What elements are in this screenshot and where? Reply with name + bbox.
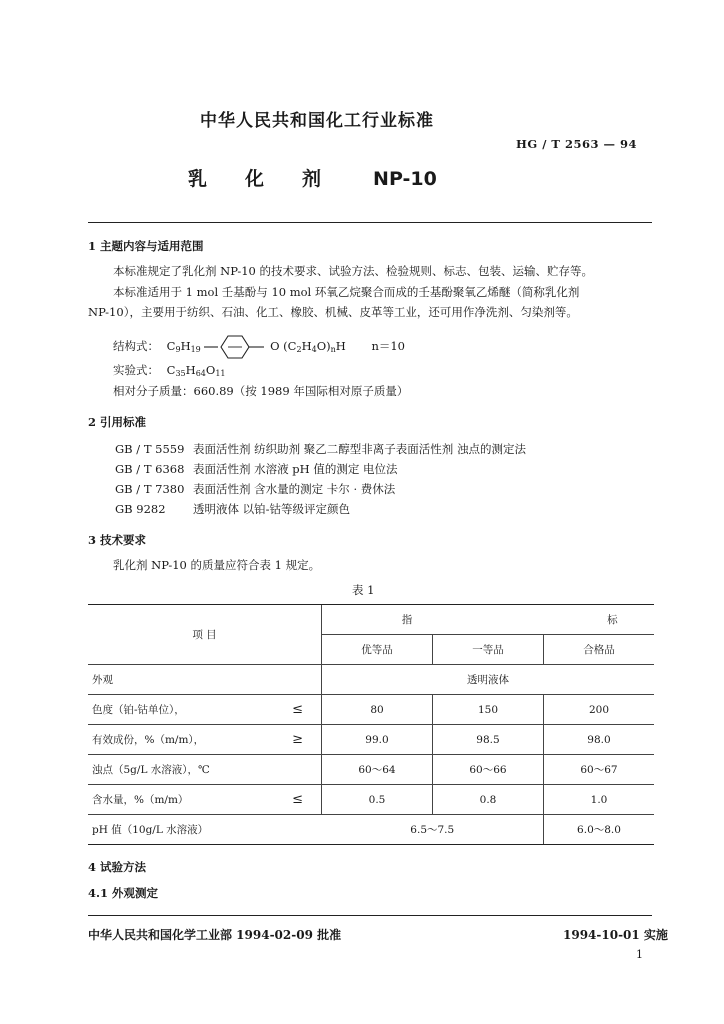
item-header: 项 目 bbox=[88, 605, 322, 665]
section3-para: 乳化剂 NP-10 的质量应符合表 1 规定。 bbox=[113, 558, 321, 572]
table-row: 有效成份，%（m/m）， ≥ 99.0 98.5 98.0 bbox=[88, 725, 654, 755]
molecular-mass: 相对分子质量：660.89（按 1989 年国际相对原子质量） bbox=[113, 384, 409, 398]
formula-label: 实验式： bbox=[113, 363, 159, 377]
document-title bbox=[188, 164, 437, 191]
ref-item: GB / T 5559 表面活性剂 纺织助剂 聚乙二醇型非离子表面活性剂 浊点的测定法 bbox=[115, 442, 526, 456]
spec-table bbox=[88, 604, 654, 845]
structure-label: 结构式： bbox=[113, 339, 159, 353]
title-char-3: 剂 bbox=[302, 168, 322, 190]
section1-heading: 1 主题内容与适用范围 bbox=[88, 239, 204, 253]
ref-item: GB / T 7380 表面活性剂 含水量的测定 卡尔 · 费休法 bbox=[115, 482, 396, 496]
table-row: pH 值（10g/L 水溶液） 6.5～7.5 6.0～8.0 bbox=[88, 815, 654, 845]
table-caption: 表 1 bbox=[352, 583, 375, 597]
ref-item: GB / T 6368 表面活性剂 水溶液 pH 值的测定 电位法 bbox=[115, 462, 398, 476]
table-row: 浊点（5g/L 水溶液），℃ 60～64 60～66 60～67 bbox=[88, 755, 654, 785]
table-row: 含水量，%（m/m） ≤ 0.5 0.8 1.0 bbox=[88, 785, 654, 815]
title-char-1: 乳 bbox=[188, 168, 208, 190]
page-number: 1 bbox=[636, 948, 643, 961]
structure-n: n＝10 bbox=[371, 339, 405, 353]
standard-code: HG / T 2563 — 94 bbox=[516, 137, 637, 151]
structure-formula: 结构式： $C_9H_{19}$ O $(C_2H_4O)_nH$ n＝10 bbox=[113, 334, 405, 360]
approval-line: 中华人民共和国化学工业部 1994-02-09 批准 bbox=[88, 928, 342, 942]
title-product: NP-10 bbox=[373, 168, 437, 190]
issuer-title: 中华人民共和国化工行业标准 bbox=[200, 111, 434, 131]
grade-header: 优等品 bbox=[322, 635, 433, 665]
section1-para2a: 本标准适用于 1 mol 壬基酚与 10 mol 环氧乙烷聚合而成的壬基酚聚氧乙烯醚（简称乳化剂 bbox=[113, 285, 580, 299]
footer-rule bbox=[88, 915, 652, 916]
table-row: 外观 透明液体 bbox=[88, 665, 654, 695]
section3-heading: 3 技术要求 bbox=[88, 533, 147, 547]
ref-item: GB 9282 透明液体 以铂-钴等级评定颜色 bbox=[115, 502, 351, 516]
index-header: 指 标 bbox=[322, 605, 655, 635]
section4-heading: 4 试验方法 bbox=[88, 860, 147, 874]
table-row: 色度（铂-钴单位）， ≤ 80 150 200 bbox=[88, 695, 654, 725]
title-char-2: 化 bbox=[245, 168, 265, 190]
section2-heading: 2 引用标准 bbox=[88, 415, 147, 429]
section4-sub1: 4.1 外观测定 bbox=[88, 886, 159, 900]
benzene-ring-icon bbox=[204, 334, 266, 360]
header-rule bbox=[88, 222, 652, 223]
section1-para2b: NP-10），主要用于纺织、石油、化工、橡胶、机械、皮革等工业，还可用作净洗剂、匀染剂等。 bbox=[88, 305, 578, 319]
grade-header: 合格品 bbox=[544, 635, 655, 665]
empirical-formula: 实验式： $C_{35}H_{64}O_{11}$ bbox=[113, 363, 226, 378]
effective-date: 1994-10-01 实施 bbox=[563, 928, 668, 942]
section1-para1: 本标准规定了乳化剂 NP-10 的技术要求、试验方法、检验规则、标志、包装、运输、贮存等。 bbox=[113, 264, 593, 278]
grade-header: 一等品 bbox=[433, 635, 544, 665]
